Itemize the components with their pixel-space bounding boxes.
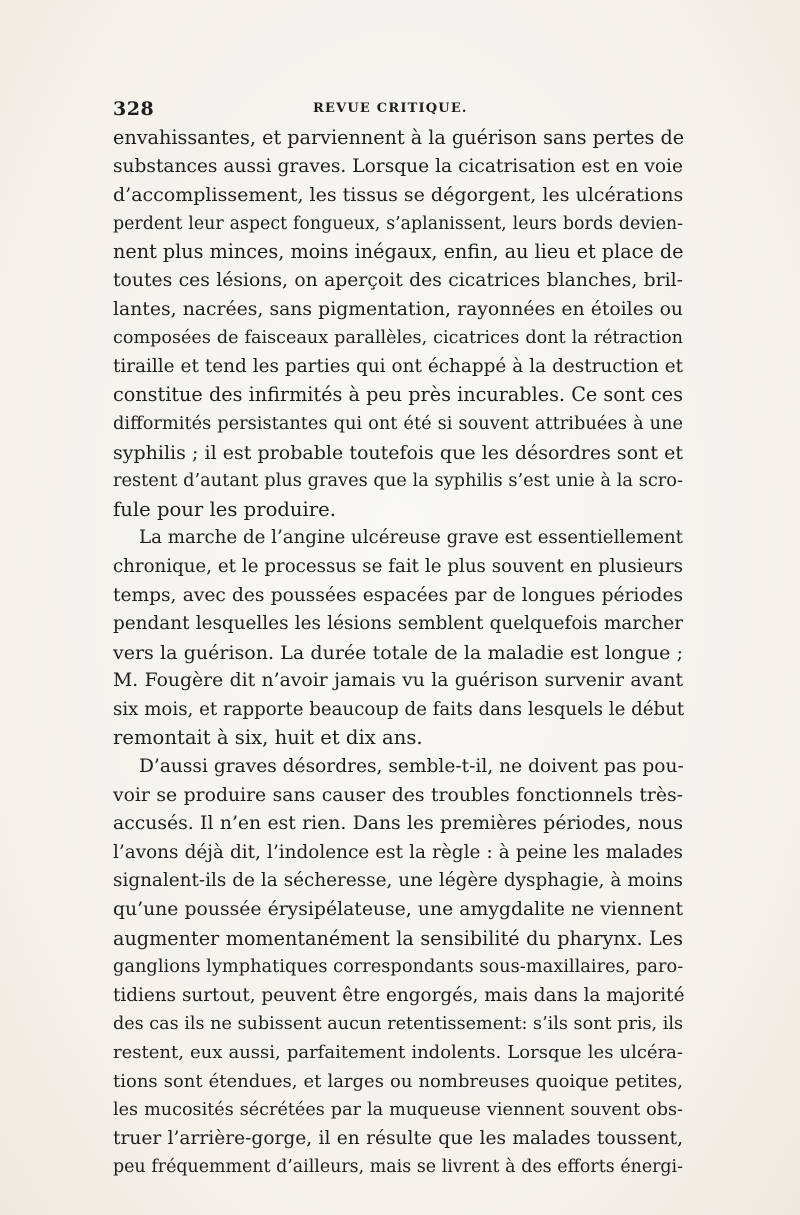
paragraph-start-line: D’aussi graves désordres, semble-t-il, ne doivent pas pou- [139,756,684,778]
text-line: composées de faisceaux parallèles, cicatrices dont la rétraction [113,328,683,349]
text-line: substances aussi graves. Lorsque la cicatrisation est en voie [113,155,683,177]
text-line: toutes ces lésions, on aperçoit des cicatrices blanches, bril- [113,269,683,291]
text-line: truer l’arrière-gorge, il en résulte que les malades toussent, [113,1127,683,1149]
text-line: chronique, et le processus se fait le plus souvent en plusieurs [113,555,683,577]
text-line: syphilis ; il est probable toutefois que les désordres sont et [113,441,683,464]
text-line: lantes, nacrées, sans pigmentation, rayonnées en étoiles ou [113,298,683,320]
text-line: augmenter momentanément la sensibilité du pharynx. Les [113,926,683,950]
text-line: accusés. Il n’en est rien. Dans les premières périodes, nous [113,813,683,835]
journal-title: REVUE CRITIQUE. [313,101,468,116]
text-line: tiraille et tend les parties qui ont échappé à la destruction et [113,355,683,377]
text-line: tions sont étendues, et larges ou nombreuses quoique petites, [113,1070,683,1092]
text-line: M. Fougère dit n’avoir jamais vu la guérison survenir avant [113,670,683,692]
text-line: temps, avec des poussées espacées par de longues périodes [113,584,683,606]
text-line: constitue des infirmités à peu près incurables. Ce sont ces [113,383,683,407]
paragraph-end-line: remontait à six, huit et dix ans. [113,726,423,750]
text-line: perdent leur aspect fongueux, s’aplanissent, leurs bords devien- [113,213,683,234]
body-text [113,124,683,1182]
text-line: vers la guérison. La durée totale de la maladie est longue ; [113,641,683,664]
text-line: tidiens surtout, peuvent être engorgés, mais dans la majorité [113,984,685,1006]
text-line: restent d’autant plus graves que la syphilis s’est unie à la scro- [113,470,683,492]
paragraph-start-line: La marche de l’angine ulcéreuse grave est essentiellement [139,527,683,549]
paragraph-end-line: fule pour les produire. [113,497,336,521]
text-line: l’avons déjà dit, l’indolence est la règle : à peine les malades [113,841,683,863]
text-line: nent plus minces, moins inégaux, enfin, au lieu et place de [113,240,684,264]
text-line: envahissantes, et parviennent à la guérison sans pertes de [113,126,685,149]
text-line: les mucosités sécrétées par la muqueuse viennent souvent obs- [113,1100,683,1121]
text-line: six mois, et rapporte beaucoup de faits dans lesquels le début [113,698,685,720]
text-line: d’accomplissement, les tissus se dégorgent, les ulcérations [113,184,684,207]
text-line: peu fréquemment d’ailleurs, mais se livrent à des efforts énergi- [113,1157,683,1178]
text-line: restent, eux aussi, parfaitement indolents. Lorsque les ulcéra- [113,1042,683,1063]
text-line: qu’une poussée érysipélateuse, une amygdalite ne viennent [113,899,683,921]
text-line: des cas ils ne subissent aucun retentissement: s’ils sont pris, ils [113,1014,683,1035]
text-line: ganglions lymphatiques correspondants sous-maxillaires, paro- [113,956,684,978]
text-line: voir se produire sans causer des troubles fonctionnels très- [113,784,683,806]
text-line: signalent-ils de la sécheresse, une légère dysphagie, à moins [113,870,683,892]
text-line: difformités persistantes qui ont été si souvent attribuées à une [113,412,683,434]
page-number: 328 [113,98,155,120]
running-head [113,98,683,124]
text-line: pendant lesquelles les lésions semblent quelquefois marcher [113,613,683,635]
